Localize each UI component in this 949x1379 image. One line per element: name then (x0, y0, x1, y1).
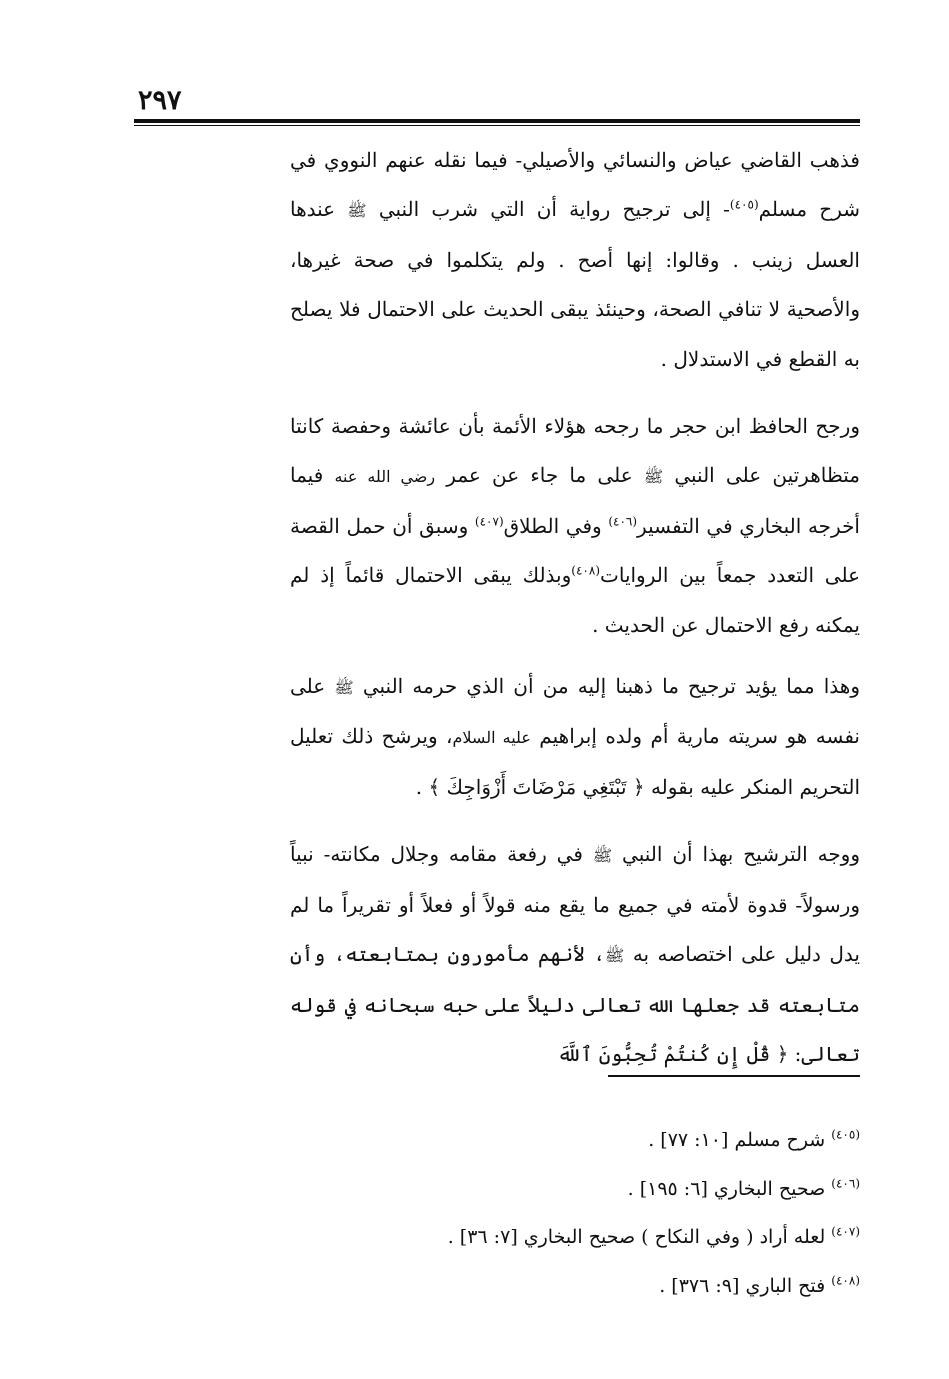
header-rule-thin (134, 125, 860, 126)
text-segment: ، لأنهم مأمورون بمتابعته، وأن متابعته قد جعلها الله تعالى دليلاً على حبه سبحانه في قوله تعالى: ﴿ قُلْ إِن كُنتُمْ تُحِبُّونَ ٱللَّهَ (290, 942, 860, 1066)
header-rule-thick (134, 119, 860, 123)
footnote-text: لعله أراد ( وفي النكاح ) صحيح البخاري [٧: ٣٦] . (447, 1226, 826, 1248)
honorific-glyph: رضي الله عنه (334, 467, 436, 487)
honorific-glyph: ﷺ (347, 201, 367, 221)
footnote-text: شرح مسلم [١٠: ٧٧] . (648, 1129, 826, 1151)
footnote-number: (٤٠٨) (831, 1273, 860, 1288)
footnote-408 (300, 1262, 860, 1311)
honorific-glyph: ﷺ (334, 678, 354, 698)
paragraph-4 (290, 830, 860, 1079)
text-segment: ووجه الترشيح بهذا أن النبي (612, 842, 860, 867)
footnote-ref-406[interactable]: (٤٠٦) (608, 514, 638, 529)
text-segment: فذهب القاضي عياض والنسائي والأصيلي- فيما نقله عنهم النووي في شرح مسلم (290, 148, 861, 222)
paragraph-3 (290, 662, 860, 812)
footnote-number: (٤٠٧) (831, 1224, 860, 1239)
footnote-ref-405[interactable]: (٤٠٥) (729, 197, 759, 212)
text-segment: فيما أخرجه البخاري في التفسير (290, 463, 860, 538)
footnote-407 (300, 1213, 860, 1262)
honorific-glyph: عليه السلام (452, 728, 531, 748)
footnote-406 (300, 1165, 860, 1214)
honorific-glyph: ﷺ (605, 946, 625, 966)
body-text (290, 136, 860, 1079)
footnote-separator (608, 1075, 860, 1077)
honorific-glyph: ﷺ (643, 467, 664, 487)
footnotes (300, 1116, 860, 1310)
footnote-text: فتح الباري [٩: ٣٧٦] . (659, 1274, 826, 1297)
text-segment: ، ويرشح ذلك تعليل التحريم المنكر عليه بقوله ﴿ تَبْتَغِي مَرْضَاتَ أَزْوَاجِكَ ﴾ . (290, 724, 860, 799)
footnote-ref-407[interactable]: (٤٠٧) (474, 514, 504, 529)
text-segment: وفي الطلاق (503, 513, 609, 538)
paragraph-1 (290, 136, 860, 384)
text-segment: وهذا مما يؤيد ترجيح ما ذهبنا إليه من أن الذي حرمه النبي (353, 674, 860, 699)
footnote-number: (٤٠٦) (831, 1176, 860, 1191)
text-segment: في رفعة مقامه وجلال مكانته- نبياً ورسولاً- قدوة لأمته في جميع ما يقع منه قولاً أو فعلاً أو تقريراً ما لم يدل دليل على اختصاصه به (290, 842, 860, 967)
footnote-ref-408[interactable]: (٤٠٨) (571, 563, 601, 578)
text-segment: وبذلك يبقى الاحتمال قائماً إذ لم يمكنه رفع الاحتمال عن الحديث . (290, 563, 860, 637)
page-number: ٢٩٧ (138, 85, 182, 116)
text-segment: ورجح الحافظ ابن حجر ما رجحه هؤلاء الأئمة بأن عائشة وحفصة كانتا متظاهرتين على النبي (290, 414, 861, 488)
footnote-text: صحيح البخاري [٦: ١٩٥] . (627, 1177, 826, 1200)
text-segment: وسبق أن حمل القصة على التعدد جمعاً بين الروايات (290, 513, 861, 588)
footnote-405 (300, 1116, 860, 1165)
paragraph-2 (290, 402, 860, 650)
text-segment: على نفسه هو سريته مارية أم ولده إبراهيم (290, 674, 860, 749)
text-segment: على ما جاء عن عمر (435, 463, 644, 488)
text-segment: عندها العسل زينب . وقالوا: إنها أصح . ولم يتكلموا في صحة غيرها، والأصحية لا تنافي الصحة، وحينئذ يبقى الحديث على الاحتمال فلا يصلح به القطع في الاستدلال . (290, 197, 860, 371)
honorific-glyph: ﷺ (592, 846, 613, 866)
footnote-number: (٤٠٥) (831, 1127, 860, 1142)
text-segment: - إلى ترجيح رواية أن التي شرب النبي (366, 197, 730, 222)
